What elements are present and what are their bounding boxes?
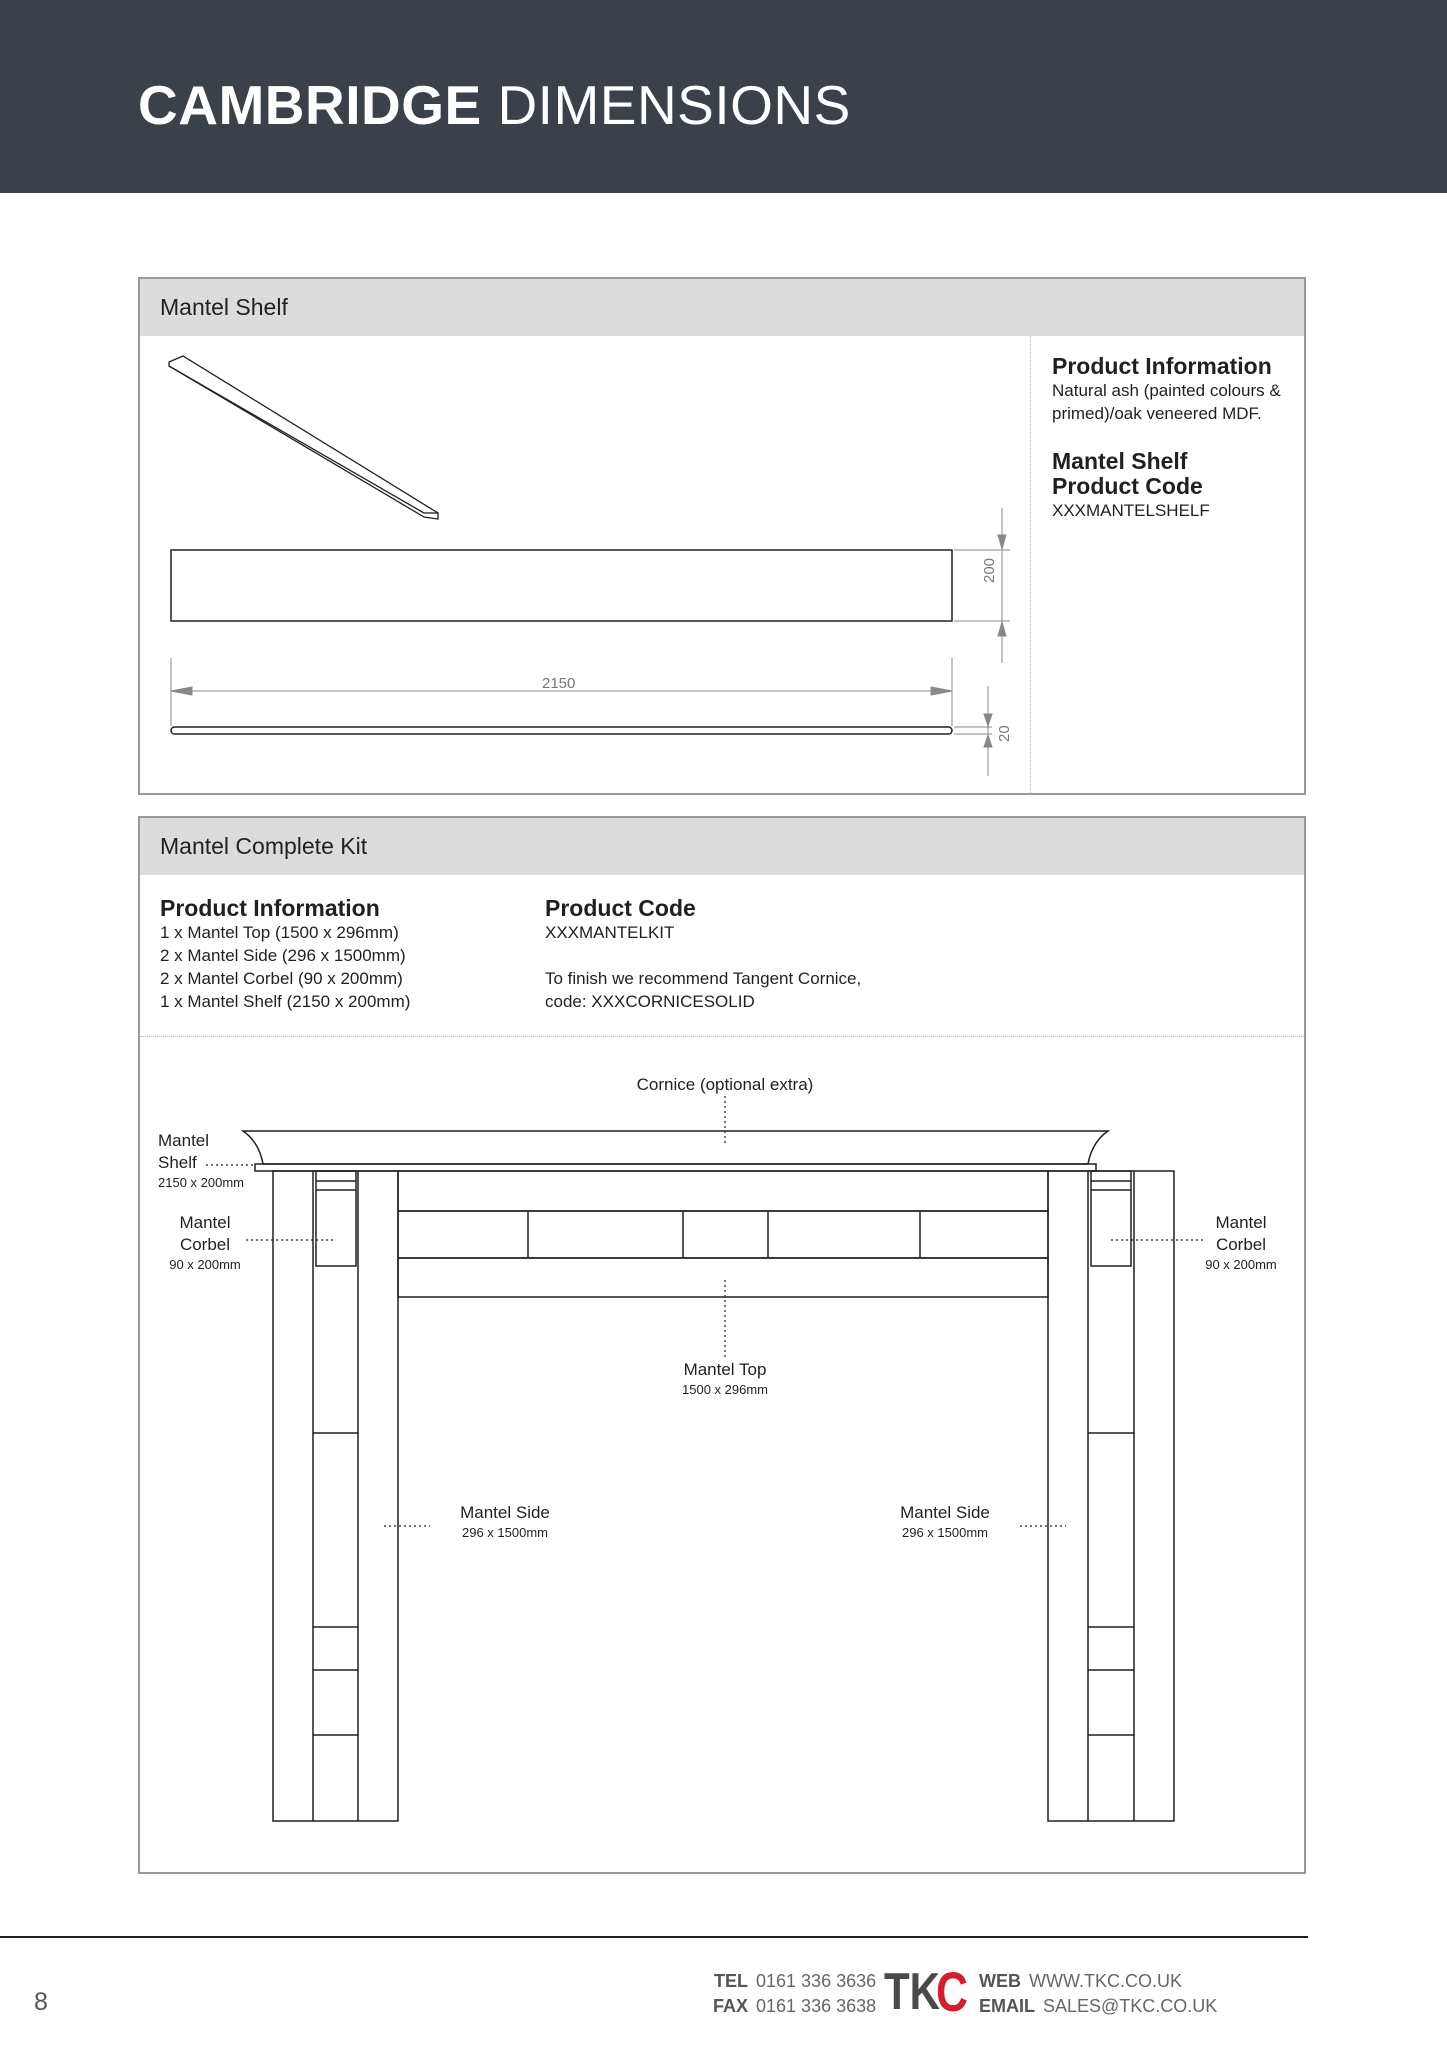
svg-text:TK: TK [884, 1963, 941, 2015]
length-dimension [171, 658, 952, 726]
web-label: WEB [979, 1971, 1021, 1991]
page-number: 8 [34, 1988, 48, 2016]
kit-product-code: XXXMANTELKIT [545, 923, 675, 942]
email-label: EMAIL [979, 1996, 1035, 2016]
thickness-dimension [954, 686, 992, 776]
mantel-top-callout-dim: 1500 x 296mm [682, 1382, 768, 1397]
shelf-code-heading-line-2: Product Code [1052, 473, 1203, 499]
mantel-kit-panel [138, 816, 1306, 1874]
shelf-edge-view [171, 727, 952, 734]
kit-item-2: 2 x Mantel Side (296 x 1500mm) [160, 946, 406, 965]
mantel-top-upper-band [398, 1171, 1048, 1211]
shelf-callout-line-1: Mantel [158, 1131, 210, 1150]
height-dimension [954, 508, 1010, 663]
left-corbel [316, 1171, 356, 1266]
right-corbel-callout [1186, 1212, 1296, 1273]
mantel-kit-panel-title: Mantel Complete Kit [160, 833, 368, 859]
page-title: CAMBRIDGE DIMENSIONS [138, 74, 851, 136]
right-corbel-callout-line-1: Mantel [1215, 1213, 1267, 1232]
right-side-callout-dim: 296 x 1500mm [902, 1525, 988, 1540]
web-link[interactable]: WWW.TKC.CO.UK [1029, 1971, 1182, 1991]
kit-product-info-heading: Product Information [160, 895, 380, 921]
height-dimension-label: 200 [981, 557, 998, 583]
kit-item-3: 2 x Mantel Corbel (90 x 200mm) [160, 969, 403, 988]
mantel-shelf-panel-title: Mantel Shelf [160, 294, 288, 320]
leader-lines [206, 1096, 1203, 1526]
mantel-kit-drawing [140, 818, 1304, 1872]
web-line [979, 1969, 1182, 1993]
length-dimension-label: 2150 [542, 675, 576, 692]
tel-line [714, 1969, 876, 1993]
shelf-callout-dim: 2150 x 200mm [158, 1175, 244, 1190]
shelf-isometric-view [169, 356, 438, 519]
mantel-top-callout-name: Mantel Top [683, 1360, 767, 1379]
right-corbel-callout-line-2: Corbel [1215, 1235, 1267, 1254]
fax-label: FAX [713, 1996, 749, 2016]
right-side-outer [1048, 1171, 1174, 1821]
left-side-callout-dim: 296 x 1500mm [462, 1525, 548, 1540]
mantel-top-callout [645, 1359, 805, 1398]
cornice-label: Cornice (optional extra) [636, 1075, 814, 1094]
kit-code-heading: Product Code [545, 895, 696, 921]
tkc-logo [884, 1963, 968, 2015]
thickness-dimension-label: 20 [996, 725, 1013, 742]
shelf-outline [255, 1164, 1096, 1171]
fax-value: 0161 336 3638 [756, 1996, 877, 2016]
mantel-shelf-panel [138, 277, 1306, 795]
shelf-product-code: XXXMANTELSHELF [1052, 501, 1210, 520]
tel-label: TEL [714, 1971, 748, 1991]
tel-value: 0161 336 3636 [756, 1971, 877, 1991]
kit-item-1: 1 x Mantel Top (1500 x 296mm) [160, 923, 399, 942]
shelf-callout [158, 1130, 244, 1191]
footer-divider [0, 1936, 1308, 1938]
left-corbel-callout-line-1: Mantel [179, 1213, 231, 1232]
mantel-top-lower-band [398, 1258, 1048, 1297]
left-side-outer [273, 1171, 398, 1821]
shelf-front-view [171, 550, 952, 621]
right-corbel [1091, 1171, 1131, 1266]
kit-recommend-line-1: To finish we recommend Tangent Cornice, [545, 969, 862, 988]
kit-recommend-line-2: code: XXXCORNICESOLID [545, 992, 755, 1011]
svg-text:C: C [936, 1963, 968, 2015]
shelf-info-column [1052, 354, 1292, 522]
email-line [979, 1994, 1217, 2018]
shelf-product-info-line-1: Natural ash (painted colours & [1052, 381, 1281, 400]
mantel-shelf-panel-header [140, 279, 1304, 336]
left-side-callout [430, 1502, 580, 1541]
shelf-code-heading-line-1: Mantel Shelf [1052, 448, 1188, 474]
mantel-shelf-drawing [140, 336, 1030, 793]
shelf-info-divider [1030, 336, 1031, 793]
right-side-callout [870, 1502, 1020, 1541]
shelf-product-info-heading: Product Information [1052, 353, 1272, 379]
right-side-callout-name: Mantel Side [900, 1503, 990, 1522]
mantel-top-panels [398, 1211, 1048, 1258]
page-header [0, 0, 1447, 193]
shelf-product-info-line-2: primed)/oak veneered MDF. [1052, 404, 1262, 423]
left-corbel-callout-dim: 90 x 200mm [169, 1257, 241, 1272]
fax-line [713, 1994, 876, 2018]
left-corbel-callout [150, 1212, 260, 1273]
email-link[interactable]: SALES@TKC.CO.UK [1043, 1996, 1218, 2016]
left-side-callout-name: Mantel Side [460, 1503, 550, 1522]
right-corbel-callout-dim: 90 x 200mm [1205, 1257, 1277, 1272]
kit-item-4: 1 x Mantel Shelf (2150 x 200mm) [160, 992, 411, 1011]
left-corbel-callout-line-2: Corbel [179, 1235, 231, 1254]
shelf-callout-line-2: Shelf [158, 1153, 197, 1172]
cornice-outline [243, 1131, 1108, 1164]
